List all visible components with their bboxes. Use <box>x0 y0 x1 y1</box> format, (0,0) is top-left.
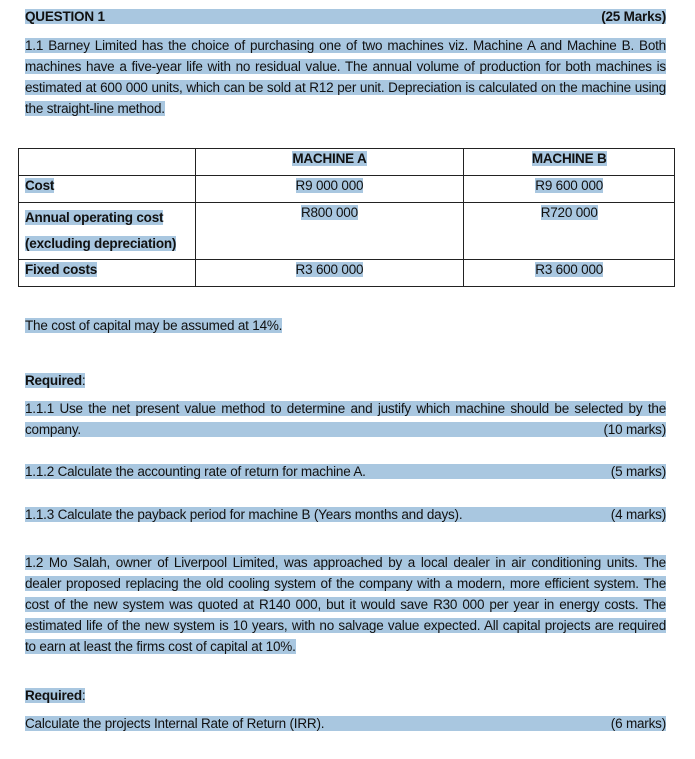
cost-machine-b: R9 600 000 <box>535 178 604 193</box>
intro-line: 1.1 Barney Limited has the choice of purchasing one of two machines viz. Machine A and Machine B. Both <box>25 38 666 53</box>
q112-marks: (5 marks) <box>610 464 666 479</box>
required-colon: : <box>81 373 86 388</box>
intro-line: the straight-line method. <box>25 101 165 116</box>
row-label-fixed-costs: Fixed costs <box>25 262 98 277</box>
cost-of-capital-text: The cost of capital may be assumed at 14%. <box>25 318 283 333</box>
required-colon-2: : <box>81 688 86 703</box>
required-label: Required <box>25 373 82 388</box>
required-heading-1 <box>25 373 666 388</box>
q112-text: 1.1.2 Calculate the accounting rate of return for machine A. <box>25 464 366 479</box>
operating-cost-machine-b: R720 000 <box>540 205 598 220</box>
table-row <box>19 260 675 287</box>
header-machine-b: MACHINE B <box>531 151 607 166</box>
cost-machine-a: R9 000 000 <box>295 178 364 193</box>
q111-company: company. <box>25 422 81 437</box>
table-row <box>19 203 675 260</box>
part12-line: dealer proposed replacing the old cooling system of the company with a modern, more efficient system. The <box>25 576 666 591</box>
intro-line: machines have a five-year life with no residual value. The annual volume of production for both machines is <box>25 59 666 74</box>
table-header-empty <box>19 149 196 176</box>
row-label-operating-cost-note: (excluding depreciation) <box>25 236 177 251</box>
required-heading-2 <box>25 688 666 703</box>
table-header-row <box>19 149 675 176</box>
part12-line: cost of the new system was quoted at R140 000, but it would save R30 000 per year in energy costs. The <box>25 597 666 612</box>
q113-text: 1.1.3 Calculate the payback period for machine B (Years months and days). <box>25 507 463 522</box>
operating-cost-machine-a: R800 000 <box>300 205 358 220</box>
irr-task-line <box>25 716 666 731</box>
q111-line-1: 1.1.1 Use the net present value method to determine and justify which machine should be selected by the <box>25 401 666 416</box>
header-machine-a: MACHINE A <box>292 151 367 166</box>
part12-line: to earn at least the firms cost of capital at 10%. <box>25 639 296 654</box>
fixed-costs-machine-b: R3 600 000 <box>535 262 604 277</box>
part12-paragraph <box>25 555 666 660</box>
table-row <box>19 176 675 203</box>
cost-of-capital-line <box>25 318 666 333</box>
intro-paragraph <box>25 38 666 122</box>
q113-marks: (4 marks) <box>610 507 666 522</box>
question-header <box>25 9 666 24</box>
intro-line: estimated at 600 000 units, which can be sold at R12 per unit. Depreciation is calculated on the machine using <box>25 80 666 95</box>
question-marks: (25 Marks) <box>601 9 666 24</box>
required-label-2: Required <box>25 688 82 703</box>
q112-line <box>25 464 666 479</box>
q113-line <box>25 507 666 522</box>
machines-table <box>18 148 675 287</box>
irr-task-text: Calculate the projects Internal Rate of Return (IRR). <box>25 716 325 731</box>
part12-line: 1.2 Mo Salah, owner of Liverpool Limited, was approached by a local dealer in air conditioning units. The <box>25 555 666 570</box>
part12-line: estimated life of the new system is 10 years, with no salvage value expected. All capital projects are required <box>25 618 666 633</box>
q111-marks: (10 marks) <box>603 422 666 437</box>
row-label-operating-cost: Annual operating cost <box>25 210 164 225</box>
question-title: QUESTION 1 <box>25 9 105 24</box>
fixed-costs-machine-a: R3 600 000 <box>295 262 364 277</box>
irr-task-marks: (6 marks) <box>610 716 666 731</box>
q111-line-2 <box>25 422 666 437</box>
row-label-cost: Cost <box>25 178 55 193</box>
